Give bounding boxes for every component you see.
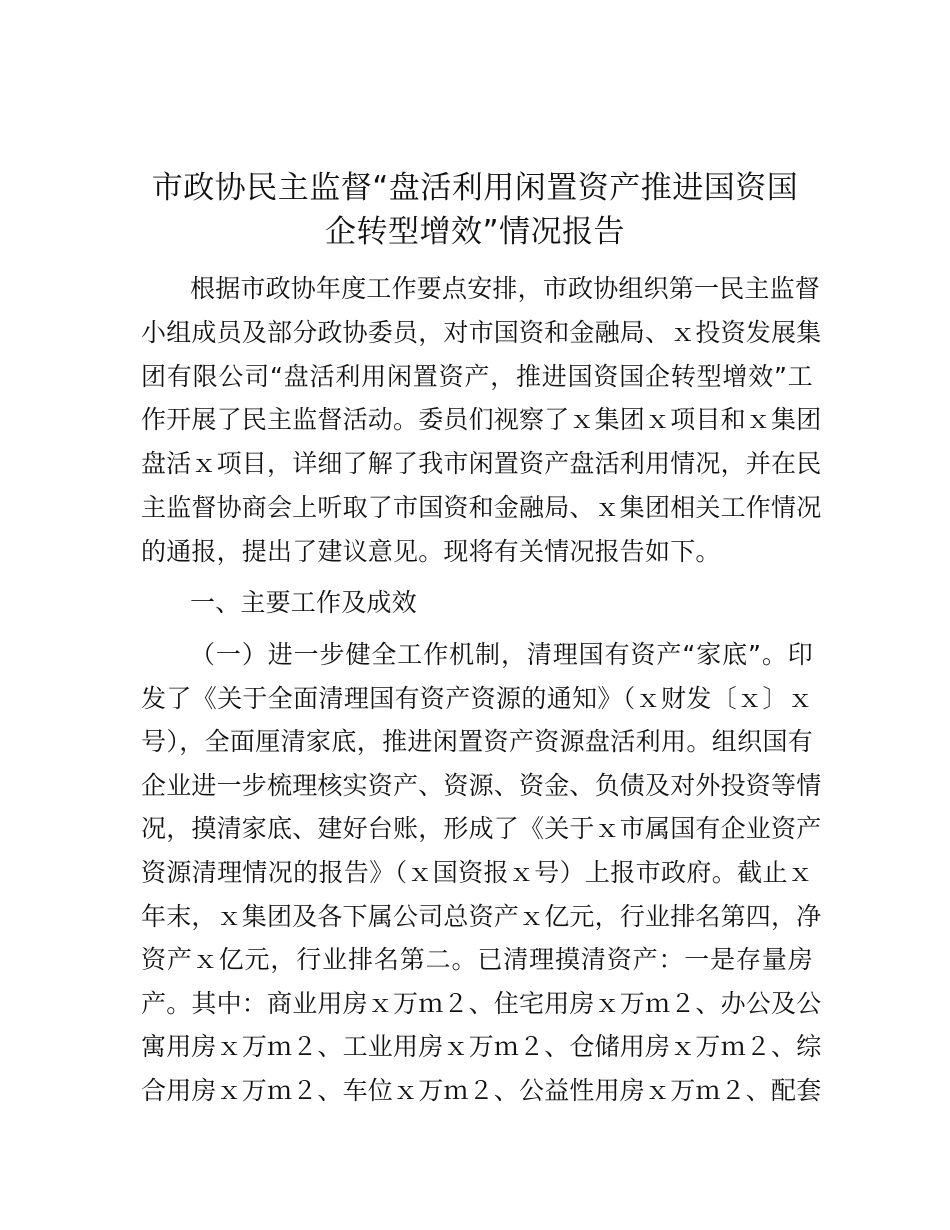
paragraph-2-line: 资产ｘ亿元，行业排名第二。已清理摸清资产：一是存量房 xyxy=(141,945,813,974)
paragraph-2-line: 况，摸清家底、建好台账，形成了《关于ｘ市属国有企业资产 xyxy=(141,814,822,843)
paragraph-2-line: 资源清理情况的报告》（ｘ国资报ｘ号）上报市政府。截止ｘ xyxy=(141,858,813,887)
report-title-line-2: 企转型增效”情况报告 xyxy=(324,214,626,250)
paragraph-2-line: （一）进一步健全工作机制，清理国有资产“家底”。印 xyxy=(190,640,813,669)
paragraph-2-line: 寓用房ｘ万ｍ２、工业用房ｘ万ｍ２、仓储用房ｘ万ｍ２、综 xyxy=(141,1032,822,1061)
paragraph-1-line: 盘活ｘ项目，详细了解了我市闲置资产盘活利用情况，并在民 xyxy=(141,449,822,478)
paragraph-1-line: 根据市政协年度工作要点安排，市政协组织第一民主监督 xyxy=(190,274,821,303)
paragraph-1-line: 作开展了民主监督活动。委员们视察了ｘ集团ｘ项目和ｘ集团 xyxy=(141,405,822,434)
paragraph-2-line: 企业进一步梳理核实资产、资源、资金、负债及对外投资等情 xyxy=(141,771,822,800)
section-1-heading: 一、主要工作及成效 xyxy=(190,588,417,617)
paragraph-1-line: 主监督协商会上听取了市国资和金融局、ｘ集团相关工作情况 xyxy=(141,493,822,522)
paragraph-1-line: 的通报，提出了建议意见。现将有关情况报告如下。 xyxy=(141,537,721,566)
paragraph-1-line: 小组成员及部分政协委员，对市国资和金融局、ｘ投资发展集 xyxy=(141,318,822,347)
paragraph-1-line: 团有限公司“盘活利用闲置资产，推进国资国企转型增效”工 xyxy=(141,362,813,391)
paragraph-2-line: 号），全面厘清家底，推进闲置资产资源盘活利用。组织国有 xyxy=(141,727,813,756)
paragraph-2-line: 发了《关于全面清理国有资产资源的通知》（ｘ财发〔ｘ〕ｘ xyxy=(141,684,813,713)
paragraph-2-line: 年末，ｘ集团及各下属公司总资产ｘ亿元，行业排名第四，净 xyxy=(141,902,822,931)
paragraph-2-line: 合用房ｘ万ｍ２、车位ｘ万ｍ２、公益性用房ｘ万ｍ２、配套 xyxy=(141,1076,822,1105)
report-title-line-1: 市政协民主监督“盘活利用闲置资产推进国资国 xyxy=(151,170,799,206)
paragraph-2-line: 产。其中：商业用房ｘ万ｍ２、住宅用房ｘ万ｍ２、办公及公 xyxy=(141,989,822,1018)
